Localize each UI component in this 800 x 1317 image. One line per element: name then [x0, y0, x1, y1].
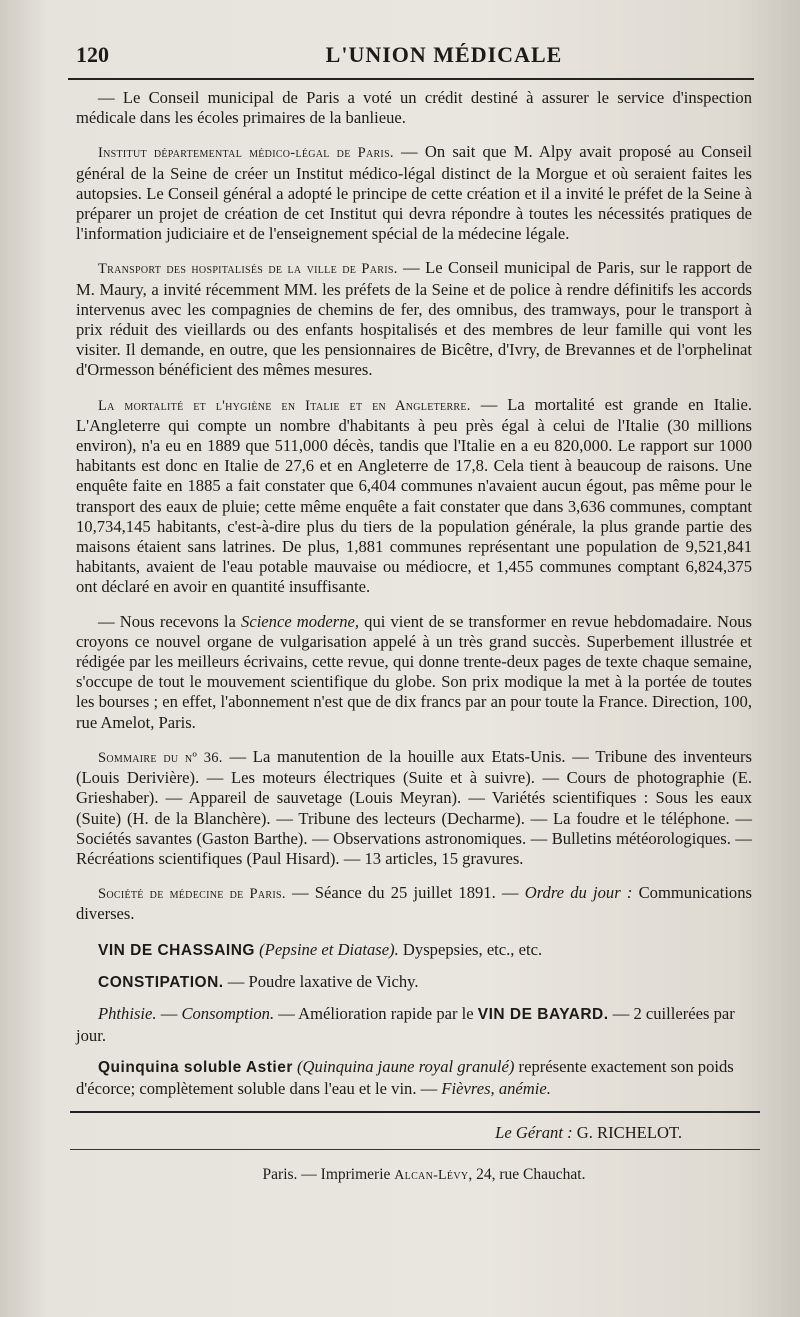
- section-heading: Sommaire du nº 36.: [98, 749, 223, 766]
- printer-imprint: Paris. — Imprimerie Alcan-Lévy, 24, rue Chauchat.: [262, 1165, 586, 1183]
- advert-bayard: Phthisie. — Consomption. — Amélioration rapide par le VIN DE BAYARD. — 2 cuillerées par jour.: [76, 1003, 735, 1045]
- paragraph-mortalite: La mortalité et l'hygiène en Italie et en Angleterre. — La mortalité est grande en Italie. L'Angleterre qui compte un nombre d'habitants à peu près égal à celui de l'Italie (30 millions environ), n'a eu en 1889 que 511,000 décès, tandis que l'Italie en a eu 820,000. Le rapport sur 1000 habitants est donc en Italie de 27,6 et en Angleterre de 17,8. Cela tient à beaucoup de raisons. Une enquête faite en 1885 a fait constater que 6,404 communes n'avaient aucun égout, pas même pour le transport des eaux de pluie; cette même enquête a fait constater que dans 3,636 communes, comptant 10,734,145 habitants, c'est-à-dire plus du tiers de la population générale, la plus grande partie des maisons étaient sans latrines. De plus, 1,881 communes représentant une population de 9,521,841 habitants, avaient de l'eau potable mauvaise ou médiocre, et 1,455 communes comptant 6,824,375 ont déclaré en avoir en quantité insuffisante.: [76, 394, 752, 597]
- section-heading: Institut départemental médico-légal de Paris.: [98, 145, 394, 162]
- paragraph-institut: Institut départemental médico-légal de Paris. — On sait que M. Alpy avait proposé au Conseil général de la Seine de créer un Institut médico-légal distinct de la Morgue et où seraient faites les autopsies. Le Conseil général a adopté le principe de cette création et il a invité le préfet de la Seine à préparer un projet de création de cet Institut qui devra répondre à toutes les nécessités pratiques de l'information judiciaire et de l'enseignement spécial de la médecine légale.: [76, 142, 752, 244]
- paragraph-transport: Transport des hospitalisés de la ville de Paris. — Le Conseil municipal de Paris, sur le rapport de M. Maury, a invité récemment MM. les préfets de la Seine et de police à rendre définitifs les accords intervenus avec les compagnies de chemins de fer, des omnibus, des tramways, pour le transport à prix réduit des vieillards ou des enfants hospitalisés et des membres de leur famille qui vont les visiter. Il demande, en outre, que les pensionnaires de Bicêtre, d'Ivry, de Brevannes et de l'orphelinat d'Ormesson bénéficient des mêmes mesures.: [76, 258, 752, 380]
- article-body: [76, 88, 752, 1099]
- running-title: L'UNION MÉDICALE: [325, 42, 563, 67]
- header-rule: [68, 78, 754, 80]
- page-header: [76, 40, 752, 74]
- advert-chassaing: VIN DE CHASSAING (Pepsine et Diatase). Dyspepsies, etc., etc.: [98, 939, 543, 959]
- paragraph-sommaire: Sommaire du nº 36. — La manutention de la houille aux Etats-Unis. — Tribune des inventeurs (Louis Derivière). — Les moteurs électriques (Suite et à suivre). — Cours de photographie (E. Grieshaber). — Appareil de sauvetage (Louis Meyran). — Variétés scientifiques : Sous les eaux (Suite) (H. de la Blanchère). — Tribune des lecteurs (Decharme). — La foudre et le téléphone. — Sociétés savantes (Gaston Barthe). — Observations astronomiques. — Bulletins météorologiques. — Récréations scientifiques (Paul Hisard). — 13 articles, 15 gravures.: [76, 746, 752, 868]
- section-heading: Société de médecine de Paris.: [98, 886, 286, 903]
- paragraph-societe: Société de médecine de Paris. — Séance du 25 juillet 1891. — Ordre du jour : Communications diverses.: [76, 883, 752, 924]
- paragraph-science-moderne: — Nous recevons la Science moderne, qui vient de se transformer en revue hebdomadaire. Nous croyons ce nouvel organe de vulgarisation appelé à un très grand succès. Superbement illustrée et rédigée par les meilleurs écrivains, cette revue, qui donne trente-deux pages de texte chaque semaine, s'occupe de tout le mouvement scientifique du globe. Son prix modique la met à la portée de toutes les bourses ; en effet, l'abonnement n'est que de dix francs par an pour toute la France. Direction, 100, rue Amelot, Paris.: [76, 611, 752, 732]
- advert-quinquina: Quinquina soluble Astier (Quinquina jaune royal granulé) représente exactement son poids d'écorce; complètement soluble dans l'eau et le vin. — Fièvres, anémie.: [76, 1056, 734, 1098]
- gerant-signature: Le Gérant : G. RICHELOT.: [495, 1122, 682, 1142]
- advert-constipation: CONSTIPATION. — Poudre laxative de Vichy.: [98, 971, 419, 991]
- footer-rule: [70, 1111, 760, 1113]
- section-heading: La mortalité et l'hygiène en Italie et en Angleterre.: [98, 397, 471, 414]
- footer-thin-rule: [70, 1149, 760, 1150]
- section-heading: Transport des hospitalisés de la ville de Paris.: [98, 261, 398, 278]
- journal-title: Science moderne,: [241, 611, 360, 631]
- paragraph-inspection: — Le Conseil municipal de Paris a voté un crédit destiné à assurer le service d'inspection médicale dans les écoles primaires de la banlieue.: [76, 88, 752, 128]
- page-number: 120: [76, 42, 109, 67]
